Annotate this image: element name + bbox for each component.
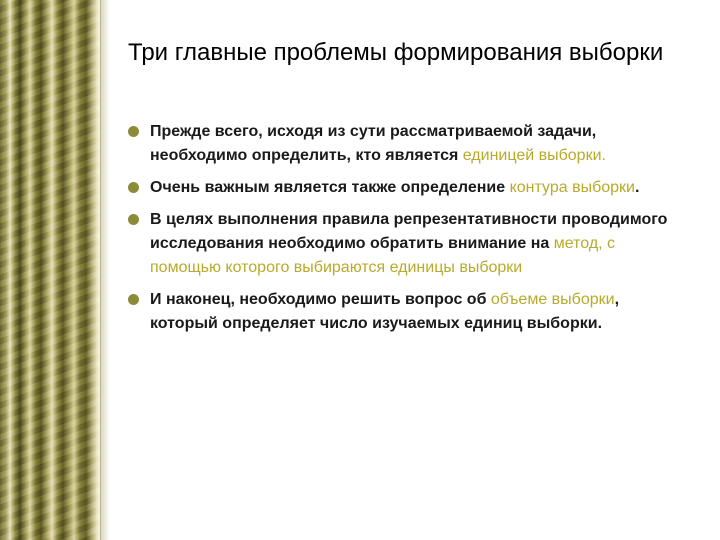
- highlight-term: контура выборки: [509, 179, 635, 196]
- decorative-curtain-border: [0, 0, 101, 540]
- bullet-item-4: [126, 288, 686, 336]
- highlight-term: метод, с помощью которого выбираются единицы выборки: [150, 235, 616, 276]
- highlight-term: единицей выборки.: [462, 147, 606, 164]
- bullet-dot-icon: [128, 214, 139, 225]
- bullet-text: И наконец, необходимо решить вопрос об: [150, 291, 491, 308]
- highlight-term: объеме выборки: [490, 291, 615, 308]
- bullet-text-end: , который определяет число изучаемых единиц выборки.: [150, 291, 620, 332]
- bullet-text-end: .: [634, 179, 640, 196]
- bullet-text: В целях выполнения правила репрезентативности проводимого исследования необходимо обратить внимание на: [150, 211, 668, 252]
- bullet-list: [126, 120, 686, 344]
- border-shadow: [100, 0, 110, 540]
- bullet-dot-icon: [128, 182, 139, 193]
- slide-title: Три главные проблемы формирования выборки: [128, 39, 664, 66]
- bullet-text: Очень важным является также определение: [150, 179, 510, 196]
- bullet-item-3: [126, 208, 686, 280]
- bullet-dot-icon: [128, 126, 139, 137]
- bullet-item-2: [126, 176, 686, 200]
- bullet-text: Прежде всего, исходя из сути рассматриваемой задачи, необходимо определить, кто является: [150, 123, 597, 164]
- bullet-dot-icon: [128, 294, 139, 305]
- bullet-item-1: [126, 120, 686, 168]
